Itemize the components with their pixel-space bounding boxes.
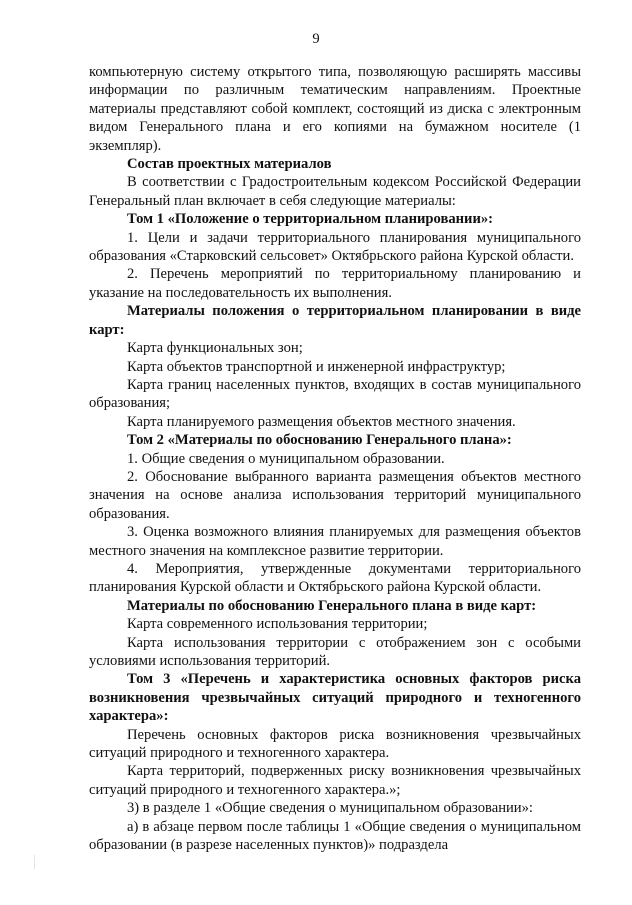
list-item-v1-1: 1. Цели и задачи территориального планирования муниципального образования «Старковский сельсовет» Октябрьского района Курской области. [89,229,581,265]
heading-volume-3: Том 3 «Перечень и характеристика основных факторов риска возникновения чрезвычайных ситуаций природного и техногенного характера»: [89,671,581,725]
page-number: 9 [312,31,320,47]
list-item-map-current-use: Карта современного использования территории; [127,616,428,633]
heading-volume-1: Том 1 «Положение о территориальном планировании»: [127,211,494,228]
paragraph-intro-continuation: компьютерную систему открытого типа, позволяющую расширять массивы информации по различным тематическим направлениям. Проектные материалы представляют собой комплект, состоящий из диска с электронным видом Генерального плана и его копиями на бумажном носителе (1 экземпляр). [89,64,581,154]
list-item-map-local-objects: Карта планируемого размещения объектов местного значения. [127,413,516,430]
list-item-v1-2: 2. Перечень мероприятий по территориальному планированию и указание на последовательность их выполнения. [89,266,581,301]
list-item-v2-1: 1. Общие сведения о муниципальном образовании. [127,450,445,467]
paragraph-subitem-a: а) в абзаце первом после таблицы 1 «Общие сведения о муниципальном образовании (в разрезе населенных пунктов)» подраздела [89,818,581,854]
list-item-v2-4: 4. Мероприятия, утвержденные документами территориального планирования Курской области и Октябрьского района Курской области. [89,560,581,596]
document-body [89,63,581,854]
heading-v2-maps: Материалы по обоснованию Генерального плана в виде карт: [127,597,537,614]
paragraph-gradcode: В соответствии с Градостроительным кодексом Российской Федерации Генеральный план включает в себя следующие материалы: [89,174,581,209]
list-item-map-infrastructure: Карта объектов транспортной и инженерной инфраструктур; [127,358,506,375]
list-item-map-risk-territories: Карта территорий, подверженных риску возникновения чрезвычайных ситуаций природного и техногенного характера.»; [89,763,581,798]
list-item-risk-factors: Перечень основных факторов риска возникновения чрезвычайных ситуаций природного и техногенного характера. [89,726,581,762]
list-item-map-settlement-borders: Карта границ населенных пунктов, входящих в состав муниципального образования; [89,376,581,412]
heading-v1-maps: Материалы положения о территориальном планировании в виде карт: [89,303,581,338]
scan-artifact-line [34,855,35,869]
paragraph-section-1: 3) в разделе 1 «Общие сведения о муниципальном образовании»: [127,800,533,817]
heading-volume-2: Том 2 «Материалы по обоснованию Генерального плана»: [127,432,512,449]
list-item-v2-2: 2. Обоснование выбранного варианта размещения объектов местного значения на основе анализа использования территорий муниципального образования. [89,468,581,522]
list-item-v2-3: 3. Оценка возможного влияния планируемых для размещения объектов местного значения на комплексное развитие территории. [89,524,581,559]
list-item-map-functional-zones: Карта функциональных зон; [127,340,303,357]
list-item-map-special-zones: Карта использования территории с отображением зон с особыми условиями использования территорий. [89,634,581,669]
heading-project-materials: Состав проектных материалов [127,156,332,173]
